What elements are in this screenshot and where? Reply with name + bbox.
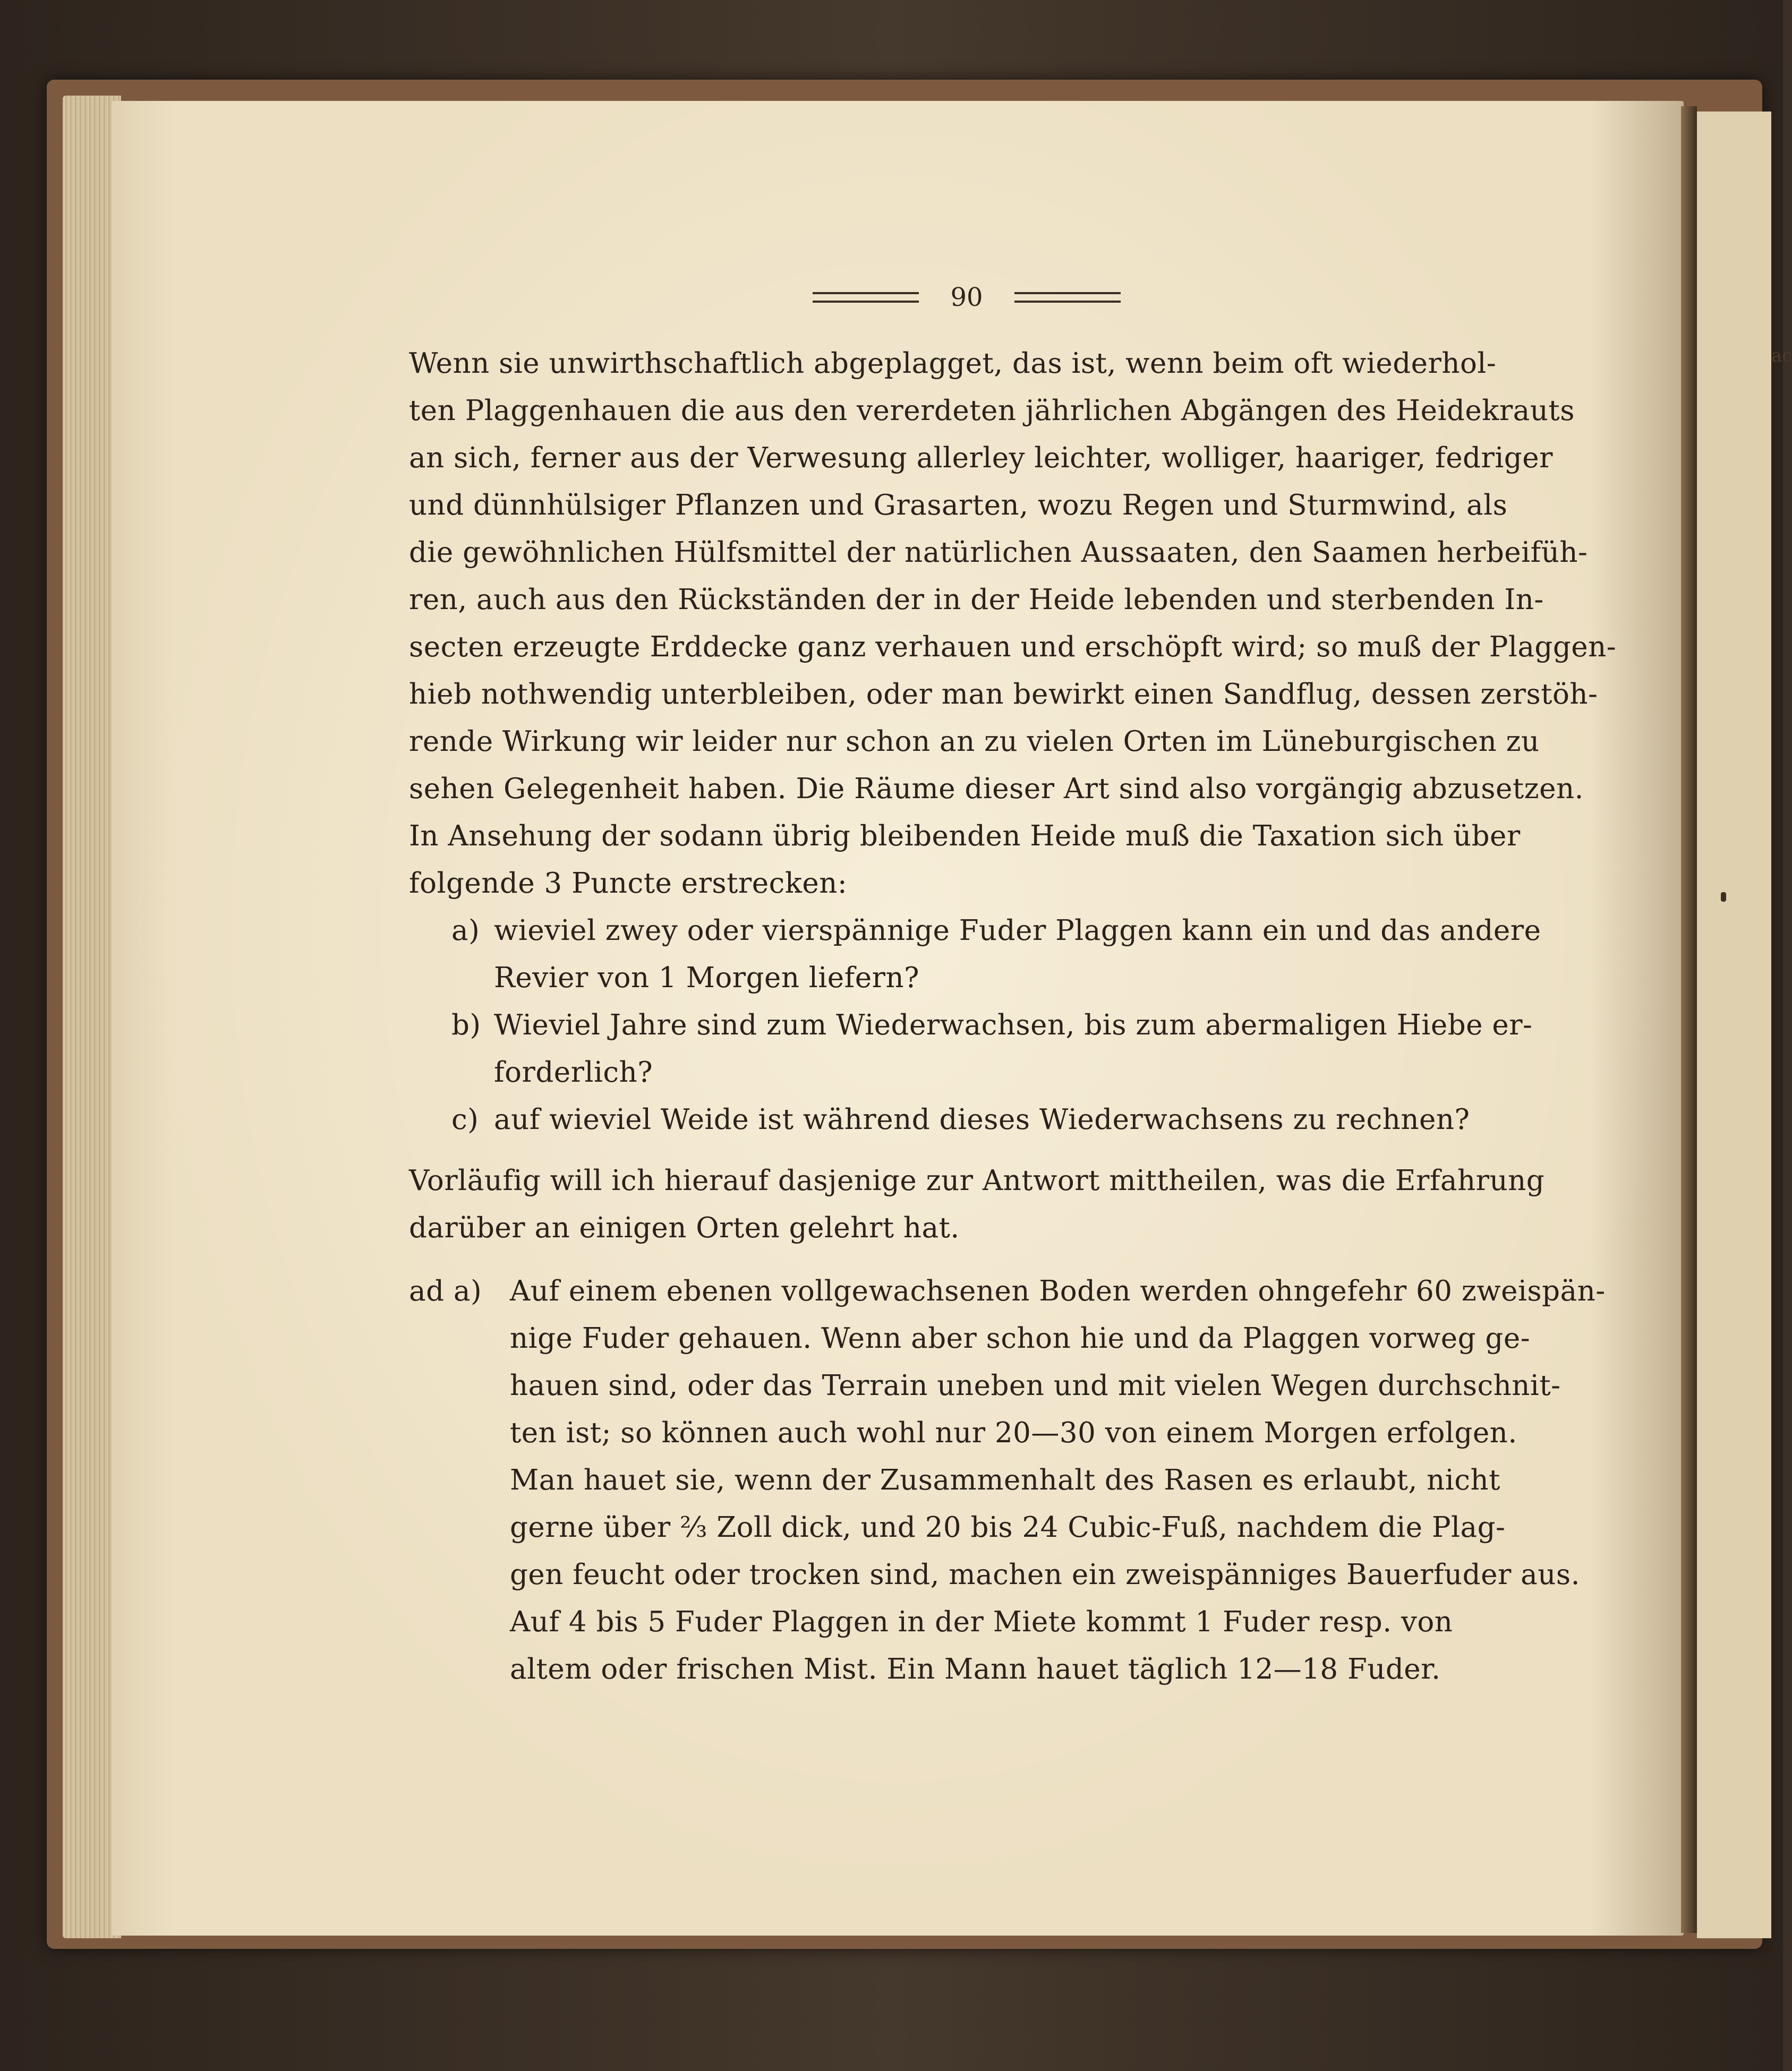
text-line: Revier von 1 Morgen liefern? [494,962,920,994]
list-marker: a) [451,914,480,947]
text-line: gen feucht oder trocken sind, machen ein zweispänniges Bauerfuder aus. [510,1559,1580,1591]
text-line: und dünnhülsiger Pflanzen und Grasarten, wozu Regen und Sturmwind, als [409,489,1508,521]
text-line: altem oder frischen Mist. Ein Mann hauet täglich 12—18 Fuder. [510,1653,1441,1685]
text-line: an sich, ferner aus der Verwesung allerley leichter, wolliger, haariger, fedriger [409,442,1553,474]
question-item-b [409,1002,1535,1096]
text-line: rende Wirkung wir leider nur schon an zu vielen Orten im Lüneburgischen zu [409,725,1540,758]
text-line: Vorläufig will ich hierauf dasjenige zur Antwort mittheilen, was die Erfahrung [409,1165,1545,1197]
next-page-text-fragment: ac [1771,345,1792,366]
text-line: ren, auch aus den Rückständen der in der Heide lebenden und sterbenden In- [409,584,1544,616]
text-line: nige Fuder gehauen. Wenn aber schon hie und da Plaggen vorweg ge- [510,1322,1531,1355]
text-line: auf wieviel Weide ist während dieses Wiederwachsens zu rechnen? [494,1103,1470,1136]
question-item-c [409,1096,1535,1143]
text-line: Auf einem ebenen vollgewachsenen Boden werden ohngefehr 60 zweispän- [510,1275,1606,1307]
list-marker: c) [451,1103,479,1136]
question-item-a [409,907,1541,1002]
page-number: 90 [950,283,983,312]
question-list [409,907,1541,1143]
header-rule-right [1014,292,1121,303]
text-line: hieb nothwendig unterbleiben, oder man bewirkt einen Sandflug, dessen zerstöh- [409,678,1598,711]
text-line: darüber an einigen Orten gelehrt hat. [409,1212,960,1244]
text-line: hauen sind, oder das Terrain uneben und mit vielen Wegen durchschnit- [510,1370,1561,1402]
transition-paragraph [409,1157,1545,1252]
answer-a [409,1268,1606,1693]
header-rule-left [813,292,919,303]
page-body [409,340,1617,1693]
book-gutter [1681,106,1697,1933]
text-line: Wenn sie unwirthschaftlich abgeplagget, das ist, wenn beim oft wiederhol- [409,347,1497,380]
text-line: ten ist; so können auch wohl nur 20—30 von einem Morgen erfolgen. [510,1417,1517,1449]
text-line: Man hauet sie, wenn der Zusammenhalt des Rasen es erlaubt, nicht [510,1464,1500,1496]
ink-mark [1721,892,1726,902]
text-line: secten erzeugte Erddecke ganz verhauen und erschöpft wird; so muß der Plaggen- [409,631,1617,663]
list-marker: b) [451,1009,481,1041]
text-line: In Ansehung der sodann übrig bleibenden Heide muß die Taxation sich über [409,820,1521,852]
page-header [813,279,1121,316]
answer-marker: ad a) [409,1275,482,1307]
text-line: forderlich? [494,1056,653,1089]
text-line: die gewöhnlichen Hülfsmittel der natürlichen Aussaaten, den Saamen herbeifüh- [409,536,1588,569]
intro-paragraph [409,340,1617,907]
text-line: gerne über ⅔ Zoll dick, und 20 bis 24 Cubic-Fuß, nachdem die Plag- [510,1511,1506,1544]
text-line: sehen Gelegenheit haben. Die Räume dieser Art sind also vorgängig abzusetzen. [409,773,1584,805]
text-line: Auf 4 bis 5 Fuder Plaggen in der Miete kommt 1 Fuder resp. von [510,1606,1453,1638]
text-line: Wieviel Jahre sind zum Wiederwachsen, bis zum abermaligen Hiebe er- [494,1009,1533,1041]
next-page-edge [1697,112,1792,1938]
text-line: wieviel zwey oder vierspännige Fuder Plaggen kann ein und das andere [494,914,1541,947]
text-line: folgende 3 Puncte erstrecken: [409,867,848,900]
text-line: ten Plaggenhauen die aus den vererdeten jährlichen Abgängen des Heidekrauts [409,395,1575,427]
